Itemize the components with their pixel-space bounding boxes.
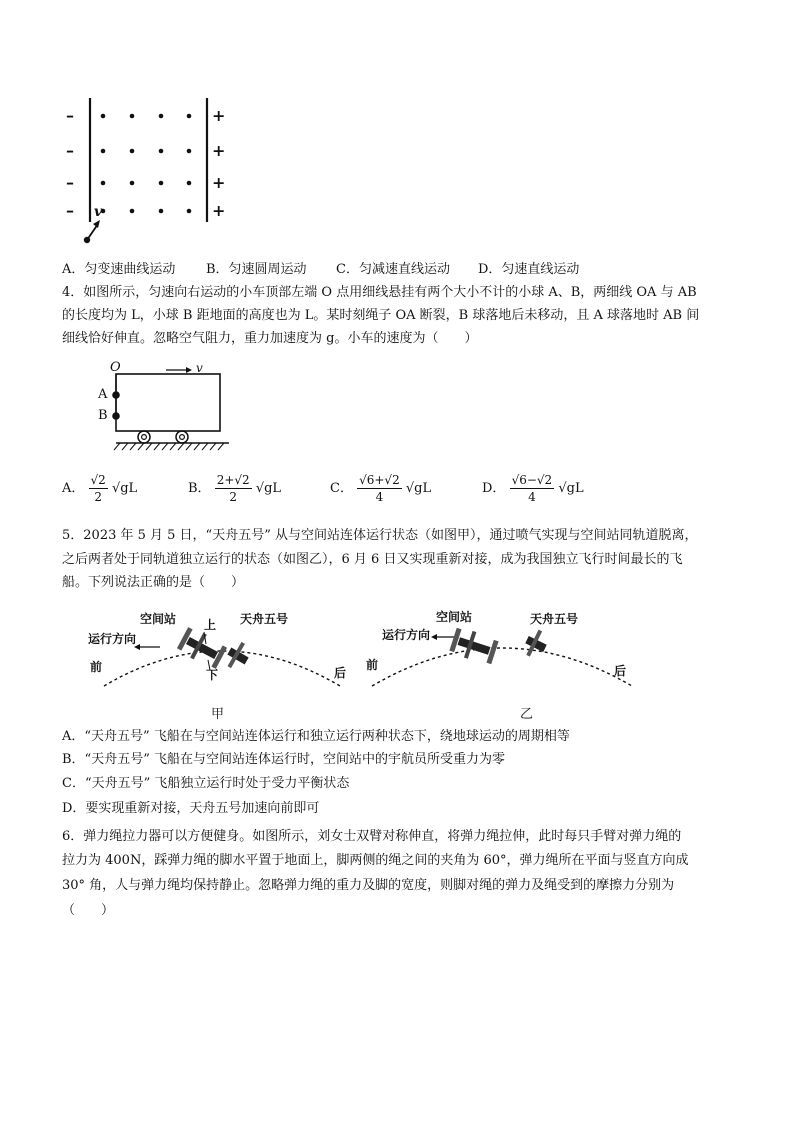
- q3-option-b: B．匀速圆周运动: [206, 262, 307, 277]
- q5-line-3: 船。下列说法正确的是（ ）: [62, 575, 245, 590]
- q5-option-a: A．“天舟五号” 飞船在与空间站连体运行和独立运行两种状态下，绕地球运动的周期相等: [62, 729, 570, 744]
- cart-body: [116, 374, 220, 431]
- front-label: 前: [366, 658, 379, 672]
- label-b: B: [98, 408, 108, 423]
- figure-jia: [82, 600, 360, 696]
- caption-jia: 甲: [211, 707, 225, 722]
- minus-sign: –: [66, 106, 74, 125]
- q6-line-4: （ ）: [62, 903, 115, 918]
- ball-a: [112, 391, 120, 399]
- label-a: A: [98, 387, 108, 402]
- label-v: v: [196, 361, 203, 375]
- plus-sign: +: [212, 106, 226, 125]
- numerator: √2: [90, 473, 106, 487]
- q3-option-a: A．匀变速曲线运动: [62, 262, 176, 277]
- q5-line-1: 5．2023 年 5 月 5 日，“天舟五号” 从与空间站连体运行状态（如图甲），通过喷气实现与空间站同轨道脱离，: [62, 528, 698, 543]
- minus-sign: –: [66, 173, 74, 192]
- cart-figure: [92, 360, 232, 456]
- q4-line-2: 的长度均为 L，小球 B 距地面的高度也为 L。某时刻绳子 OA 断裂，B 球落地后未移动，且 A 球落地时 AB 间: [62, 308, 700, 323]
- numerator: √6+√2: [359, 473, 400, 487]
- denominator: 2: [229, 490, 238, 504]
- numerator: √6−√2: [511, 473, 553, 487]
- wheel: [138, 431, 150, 443]
- q5-option-c: C．“天舟五号” 飞船独立运行时处于受力平衡状态: [62, 776, 350, 791]
- space-station-icon: [176, 625, 228, 670]
- station-label: 空间站: [140, 612, 177, 626]
- ball-b: [112, 412, 120, 420]
- denominator: 2: [94, 490, 102, 504]
- q4-option-a: A． $\frac{√2}{2}$ √gL: [62, 473, 138, 504]
- q4-line-1: 4．如图所示，匀速向右运动的小车顶部左端 O 点用细线悬挂有两个大小不计的小球 A、B，两细线 OA 与 AB: [62, 285, 697, 300]
- q6-line-1: 6．弹力绳拉力器可以方便健身。如图所示，刘女士双臂对称伸直，将弹力绳拉伸，此时每只手臂对弹力绳的: [62, 829, 682, 844]
- q4-line-3: 细线恰好伸直。忽略空气阻力，重力加速度为 g。小车的速度为（ ）: [62, 331, 478, 346]
- tianzhou-icon: [222, 639, 253, 673]
- tianzhou-label: 天舟五号: [530, 612, 579, 626]
- down-label: 下: [206, 668, 219, 682]
- label-o: O: [110, 360, 121, 375]
- minus-sign: –: [66, 201, 74, 220]
- space-station-icon: [449, 626, 499, 666]
- q3-option-c: C．匀减速直线运动: [336, 262, 450, 277]
- plus-sign: +: [212, 141, 226, 160]
- plus-sign: +: [212, 173, 226, 192]
- figure-yi: [362, 600, 640, 696]
- direction-label: 运行方向: [382, 628, 431, 642]
- denominator: 4: [375, 490, 384, 504]
- caption-yi: 乙: [520, 707, 534, 722]
- numerator: 2+√2: [216, 473, 250, 487]
- q4-option-b: B． $\frac{2+√2}{2}$ √gL: [188, 473, 282, 504]
- station-label: 空间站: [436, 610, 473, 624]
- velocity-label: v: [94, 204, 103, 220]
- q6-line-3: 30° 角，人与弹力绳均保持静止。忽略弹力绳的重力及脚的宽度，则脚对绳的弹力及绳受到的摩擦力分别为: [62, 878, 675, 893]
- orbit: [372, 648, 632, 686]
- q4-option-c: C． $\frac{√6+√2}{4}$ √gL: [330, 473, 432, 504]
- q6-line-2: 拉力为 400N，踩弹力绳的脚水平置于地面上，脚两侧的绳之间的夹角为 60°，弹力绳所在平面与竖直方向成: [62, 853, 689, 868]
- minus-sign: –: [66, 141, 74, 160]
- denominator: 4: [528, 490, 536, 504]
- field-dots: [101, 114, 192, 214]
- plus-sign: +: [212, 201, 226, 220]
- q5-option-d: D．要实现重新对接，天舟五号加速向前即可: [62, 801, 320, 816]
- q5-option-b: B．“天舟五号” 飞船在与空间站连体运行时，空间站中的宇航员所受重力为零: [62, 752, 505, 767]
- wheel: [176, 431, 188, 443]
- q5-line-2: 之后两者处于同轨道独立运行的状态（如图乙），6 月 6 日又实现重新对接，成为我国独立飞行时间最长的飞: [62, 552, 683, 567]
- direction-label: 运行方向: [88, 632, 137, 646]
- front-label: 前: [90, 660, 103, 674]
- orbit-diagram-yi: [362, 600, 640, 696]
- up-label: 上: [204, 618, 217, 632]
- q3-option-d: D．匀速直线运动: [478, 262, 580, 277]
- tianzhou-label: 天舟五号: [240, 612, 289, 626]
- back-label: 后: [334, 666, 347, 680]
- orbit-diagram-jia: [82, 600, 360, 696]
- tianzhou-icon: [521, 627, 551, 661]
- back-label: 后: [614, 664, 627, 678]
- q4-option-d: D． $\frac{√6-√2}{4}$ √gL: [482, 473, 584, 504]
- field-figure: [60, 92, 240, 248]
